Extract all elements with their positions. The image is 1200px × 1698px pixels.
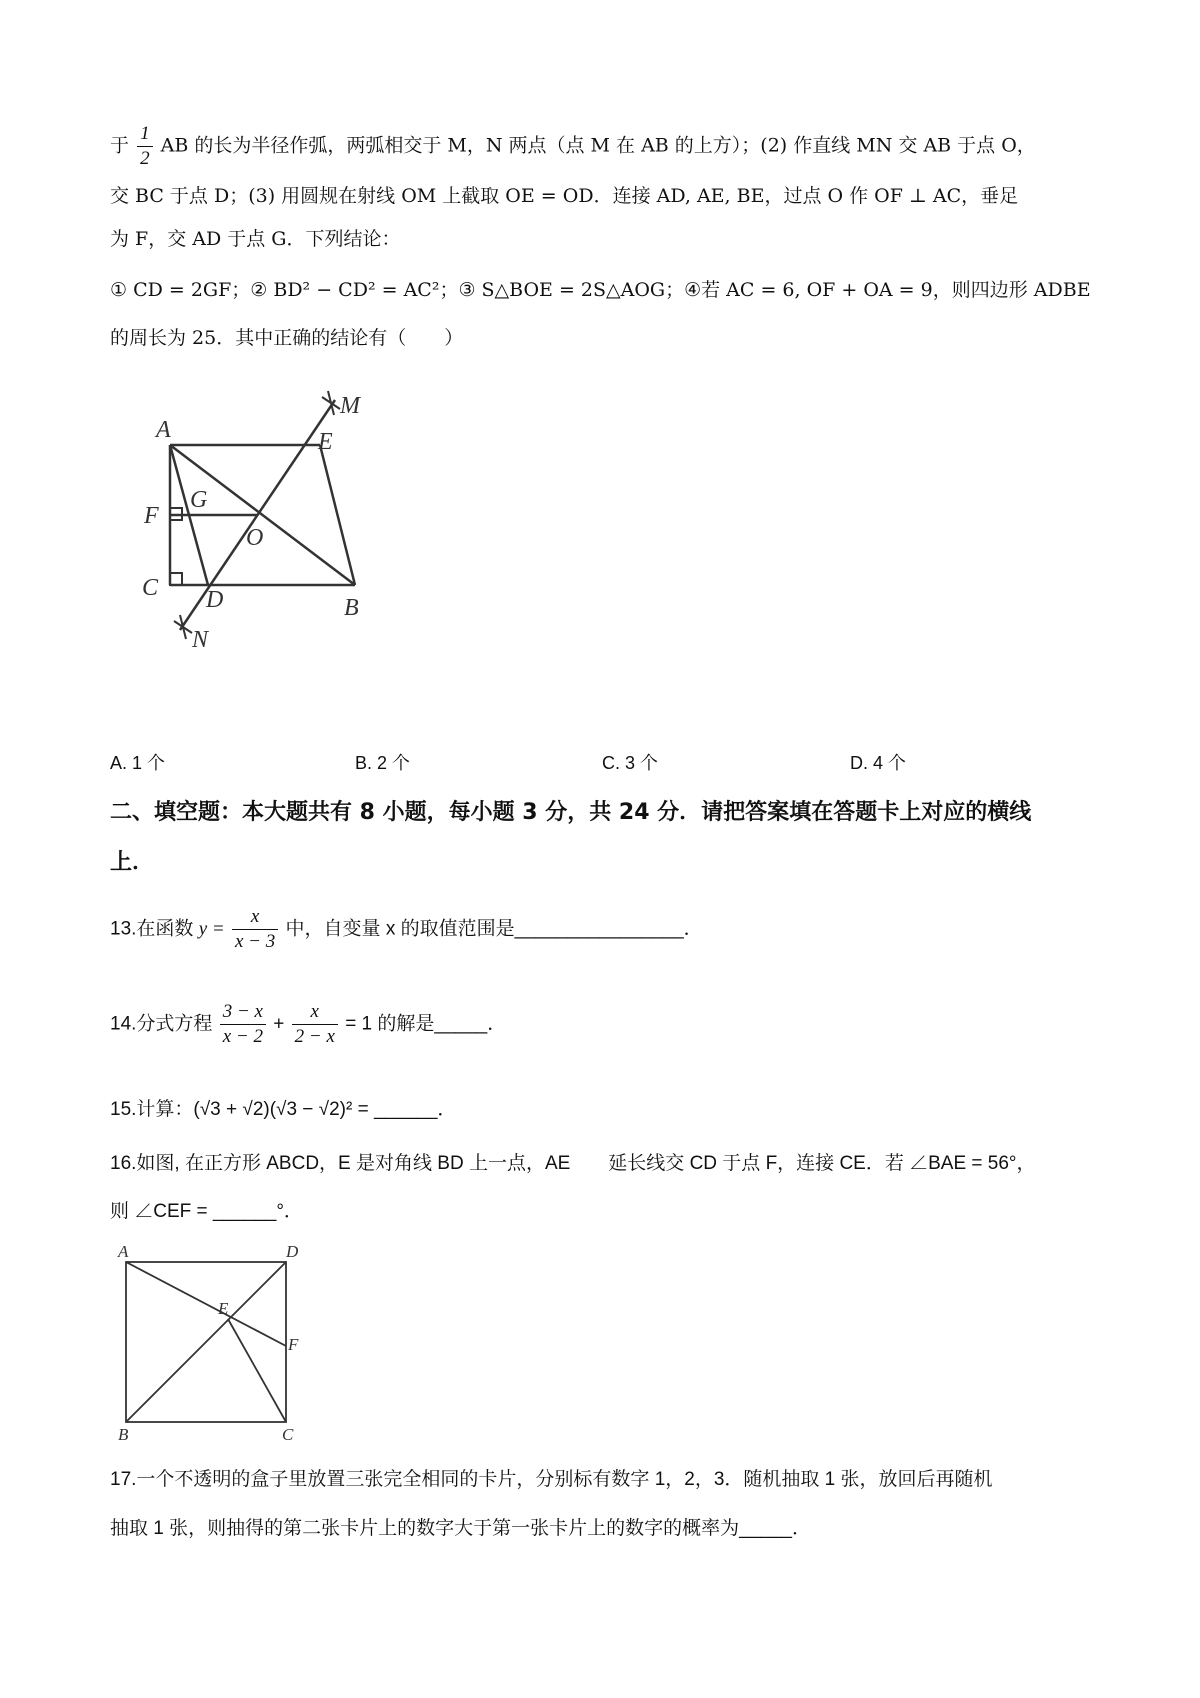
label-B: B xyxy=(344,595,359,621)
segment-AF xyxy=(126,1262,286,1346)
choice-a: A. 1 个 xyxy=(110,753,166,773)
choice-c: C. 3 个 xyxy=(602,753,659,773)
label-N: N xyxy=(192,627,209,653)
label-F: F xyxy=(144,503,159,529)
q14-plus: + xyxy=(273,1013,285,1035)
q12-line3: 为 F，交 AD 于点 G．下列结论： xyxy=(110,228,401,250)
arc-mark-M xyxy=(322,391,340,415)
q12-line1 xyxy=(110,122,1036,171)
arc-mark-N xyxy=(174,615,192,639)
choice-d: D. 4 个 xyxy=(850,753,907,773)
q14-denominator-1: x − 2 xyxy=(222,1026,263,1047)
q17-line1: 17.一个不透明的盒子里放置三张完全相同的卡片，分别标有数字 1，2，3．随机抽取 1 张，放回后再随机 xyxy=(110,1469,993,1490)
q14 xyxy=(110,1000,506,1049)
q14-fraction-1 xyxy=(220,1000,266,1049)
label-F: F xyxy=(288,1335,299,1354)
q12-line1-text: AB 的长为半径作弧，两弧相交于 M，N 两点（点 M 在 AB 的上方）；(2) 作直线 MN 交 AB 于点 O， xyxy=(160,134,1036,157)
q14-numerator-2: x xyxy=(292,1000,338,1025)
q14-numerator-1: 3 − x xyxy=(220,1000,266,1025)
q12-line2: 交 BC 于点 D；(3) 用圆规在射线 OM 上截取 OE = OD．连接 AD, AE, BE，过点 O 作 OF ⊥ AC，垂足 xyxy=(110,185,1019,207)
label-D: D xyxy=(206,587,224,613)
q14-fraction-2 xyxy=(292,1000,338,1049)
fraction-denominator: 2 xyxy=(140,148,150,169)
label-E: E xyxy=(218,1299,229,1318)
label-E: E xyxy=(318,429,333,455)
q12-line4: ① CD = 2GF；② BD² − CD² = AC²；③ S△BOE = 2S△AOG；④若 AC = 6, OF + OA = 9，则四边形 ADBE xyxy=(110,279,1091,301)
label-A: A xyxy=(156,417,171,443)
q12-line5: 的周长为 25．其中正确的结论有（ ） xyxy=(110,327,464,349)
q16-line2: 则 ∠CEF = ______°． xyxy=(110,1201,303,1222)
label-O: O xyxy=(246,525,264,551)
q17-line2: 抽取 1 张，则抽得的第二张卡片上的数字大于第一张卡片上的数字的概率为_____． xyxy=(110,1518,811,1539)
q13-suffix: 中，自变量 x 的取值范围是________________． xyxy=(285,918,703,940)
fraction-numerator: 1 xyxy=(137,122,153,147)
q12-line1-prefix: 于 xyxy=(110,134,130,157)
half-fraction xyxy=(137,122,153,171)
label-G: G xyxy=(190,487,208,513)
q13-denominator: x − 3 xyxy=(235,931,276,952)
q14-suffix: = 1 的解是_____． xyxy=(345,1013,507,1035)
q16-figure xyxy=(110,1242,310,1447)
label-A: A xyxy=(118,1242,129,1261)
q13-numerator: x xyxy=(232,905,278,930)
q12-figure xyxy=(140,385,410,715)
q13-y: y = xyxy=(198,918,225,940)
segment-EC xyxy=(228,1319,286,1422)
right-angle-mark-C xyxy=(170,573,182,585)
label-C: C xyxy=(142,575,159,601)
q14-prefix: 14.分式方程 xyxy=(110,1013,213,1035)
section2-heading-line2: 上． xyxy=(110,850,155,875)
choice-b: B. 2 个 xyxy=(355,753,411,773)
q16-line1: 16.如图, 在正方形 ABCD，E 是对角线 BD 上一点，AE 延长线交 CD 于点 F，连接 CE．若 ∠BAE = 56°， xyxy=(110,1153,1036,1174)
q14-denominator-2: 2 − x xyxy=(294,1026,335,1047)
label-D: D xyxy=(286,1242,299,1261)
q15: 15.计算：(√3 + √2)(√3 − √2)² = ______． xyxy=(110,1099,457,1120)
q13 xyxy=(110,905,703,954)
section2-heading-line1: 二、填空题：本大题共有 8 小题，每小题 3 分，共 24 分．请把答案填在答题卡上对应的横线 xyxy=(110,800,1032,825)
q13-fraction xyxy=(232,905,278,954)
q13-prefix: 13.在函数 xyxy=(110,918,194,940)
label-C: C xyxy=(282,1425,294,1444)
label-M: M xyxy=(340,393,360,419)
label-B: B xyxy=(118,1425,129,1444)
diagonal-BD xyxy=(126,1262,286,1422)
